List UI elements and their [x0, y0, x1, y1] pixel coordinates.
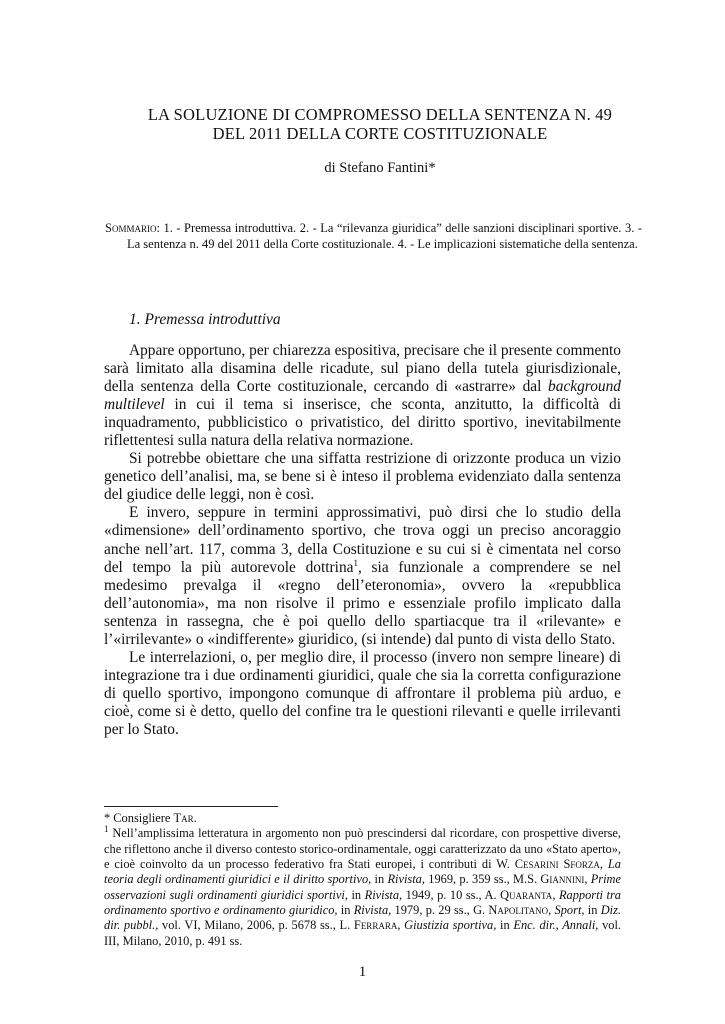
footnote-1-intro: Nell’amplissima letteratura in argomento non può prescindersi dal ricordare, con prospettive diverse, che riflettono anche il diverso contesto storico-ordinamentale, oggi caratterizzato da uno «Stato aperto», e cioè coinvolto da un processo federativo fra Stati europei, i contributi di W.	[104, 826, 621, 872]
summary-text: 1. - Premessa introduttiva. 2. - La “rilevanza giuridica” delle sanzioni disciplinari sportive. 3. - La sentenza n. 49 del 2011 della Corte costituzionale. 4. - Le implicazioni sistematiche della sentenza.	[127, 221, 642, 251]
article-title	[100, 105, 660, 143]
footnote-1-journal-4: Diz. dir. pubbl.,	[104, 903, 622, 933]
paragraph-3	[104, 504, 621, 648]
body-text	[104, 342, 621, 739]
author-name: di Stefano Fantini	[324, 160, 429, 176]
page-number: 1	[358, 964, 367, 980]
footnote-1-in-3: in	[337, 903, 354, 918]
footnote-1-journal-3: Rivista,	[353, 903, 392, 918]
footnote-1-in-5: in	[496, 918, 514, 933]
footnote-star-org: Tar.	[173, 811, 197, 825]
summary-label: Sommario:	[105, 221, 160, 235]
footnote-1-title-1: La teoria degli ordinamenti giuridici e il diritto sportivo,	[104, 857, 621, 887]
footnote-1-journal-1: Rivista	[387, 872, 422, 887]
footnote-1-pages-3: 1979, p. 29 ss., G.	[391, 903, 489, 918]
footnote-1-author-1: Cesarini Sforza	[514, 857, 600, 872]
footnote-1-in-2: in	[347, 887, 365, 902]
footnote-1-author-5: Ferrara	[353, 918, 398, 933]
footnote-1-journal-2: Rivista,	[364, 887, 403, 902]
title-line-1: LA SOLUZIONE DI COMPROMESSO DELLA SENTENZA N. 49	[147, 105, 613, 124]
footnote-separator	[104, 806, 278, 807]
footnote-star	[104, 811, 621, 826]
title-line-2: DEL 2011 DELLA CORTE COSTITUZIONALE	[212, 124, 548, 143]
author-line	[100, 160, 660, 177]
paragraph-1-part-b: in cui il tema si inserisce, che sconta, anzitutto, la difficoltà di inquadramento, pubblicistico o privatistico, del diritto sportivo, inevitabilmente riflettentesi sulla natura della relativa normazione.	[104, 396, 621, 450]
footnote-1-author-4: Napolitano	[488, 903, 549, 918]
paragraph-2: Si potrebbe obiettare che una siffatta restrizione di orizzonte produca un vizio genetico dell’analisi, ma, se bene si è inteso il problema evidenziato dalla sentenza del giudice delle leggi, non è così.	[104, 450, 621, 504]
footnote-1: $^1$ Nell’amplissima letteratura in argomento non può prescindersi dal ricordare, con prospettive diverse, che riflettono anche il diverso contesto storico-ordinamentale, oggi caratterizzato da uno «Stato aperto», e cioè coinvolto da un processo federativo fra Stati europei, i contributi di W. Cesarini Sforza, La teoria degli ordinamenti giuridici e il diritto sportivo, in Rivista, 1969, p. 359 ss., M.S. Giannini, Prime osservazioni sugli ordinamenti giuridici sportivi, in Rivista, 1949, p. 10 ss., A. Quaranta, Rapporti tra ordinamento sportivo e ordinamento giuridico, in Rivista, 1979, p. 29 ss., G. Napolitano, Sport, in Diz. dir. pubbl., vol. VI, Milano, 2006, p. 5678 ss., L. Ferrara, Giustizia sportiva, in Enc. dir., Annali, vol. III, Milano, 2010, p. 491 ss.	[104, 824, 622, 948]
footnote-1-pages-4: vol. VI, Milano, 2006, p. 5678 ss., L.	[158, 918, 354, 933]
footnote-1-title-5: Giustizia sportiva,	[404, 918, 497, 933]
footnote-1-pages-2: 1949, p. 10 ss., A.	[402, 887, 501, 902]
footnote-1-journal-5: Enc. dir., Annali,	[513, 918, 599, 933]
footnote-ref-1[interactable]: 1	[353, 557, 358, 568]
footnotes	[104, 811, 621, 949]
paragraph-1	[104, 342, 621, 450]
paragraph-3-part-a: E invero, seppure in termini approssimativi, può dirsi che lo studio della «dimensione» dell’ordinamento sportivo, che trova oggi un preciso ancoraggio anche nell’art. 117, comma 3, della Costituzione e su cui si è cimentata nel corso del tempo la più autorevole dottrina	[104, 504, 621, 576]
summary-block	[105, 220, 642, 252]
footnote-1-title-4: Sport,	[554, 903, 585, 918]
footnote-star-text: * Consigliere	[104, 811, 174, 825]
footnote-1-pages-5: vol. III, Milano, 2010, p. 491 ss.	[104, 918, 622, 948]
footnote-1-author-2: Giannini	[540, 872, 585, 887]
paragraph-1-part-a: Appare opportuno, per chiarezza espositiva, precisare che il presente commento sarà limitato alla disamina delle ricadute, sul piano della tutela giurisdizionale, della sentenza della Corte costituzionale, cercando di «astrarre» dal	[104, 342, 621, 396]
paragraph-1-emphasis: background multilevel	[104, 378, 621, 414]
author-footnote-mark[interactable]: *	[428, 160, 436, 176]
footnote-1-title-2: Prime osservazioni sugli ordinamenti giuridici sportivi,	[104, 872, 621, 902]
footnote-1-in-4: in	[584, 903, 601, 918]
footnote-1-author-3: Quaranta	[500, 887, 553, 902]
footnote-1-pages-1: , 1969, p. 359 ss., M.S.	[421, 872, 541, 887]
paragraph-3-part-b: , sia funzionale a comprendere se nel medesimo prevalga il «regno dell’eteronomia», ovvero la «repubblica dell’autonomia», ma non risolve il primo e essenziale profilo implicato dalla sentenza in rassegna, che è poi quello dello spartiacque tra il «rilevante» e l’«irrilevante» o «indifferente» giuridico, (si intende) dal punto di vista dello Stato.	[104, 558, 621, 648]
paragraph-4: Le interrelazioni, o, per meglio dire, il processo (invero non sempre lineare) di integrazione tra i due ordinamenti giuridici, quale che sia la corretta configurazione di quello sportivo, impongono comunque di affrontare il problema più arduo, e cioè, come si è detto, quello del confine tra le questioni rilevanti e quelle irrilevanti per lo Stato.	[104, 648, 621, 738]
footnote-1-in-1: in	[371, 872, 388, 887]
footnote-1-mark: 1	[104, 824, 109, 835]
footnote-1-title-3: Rapporti tra ordinamento sportivo e ordinamento giuridico,	[104, 887, 621, 918]
section-heading: 1. Premessa introduttiva	[129, 311, 281, 328]
